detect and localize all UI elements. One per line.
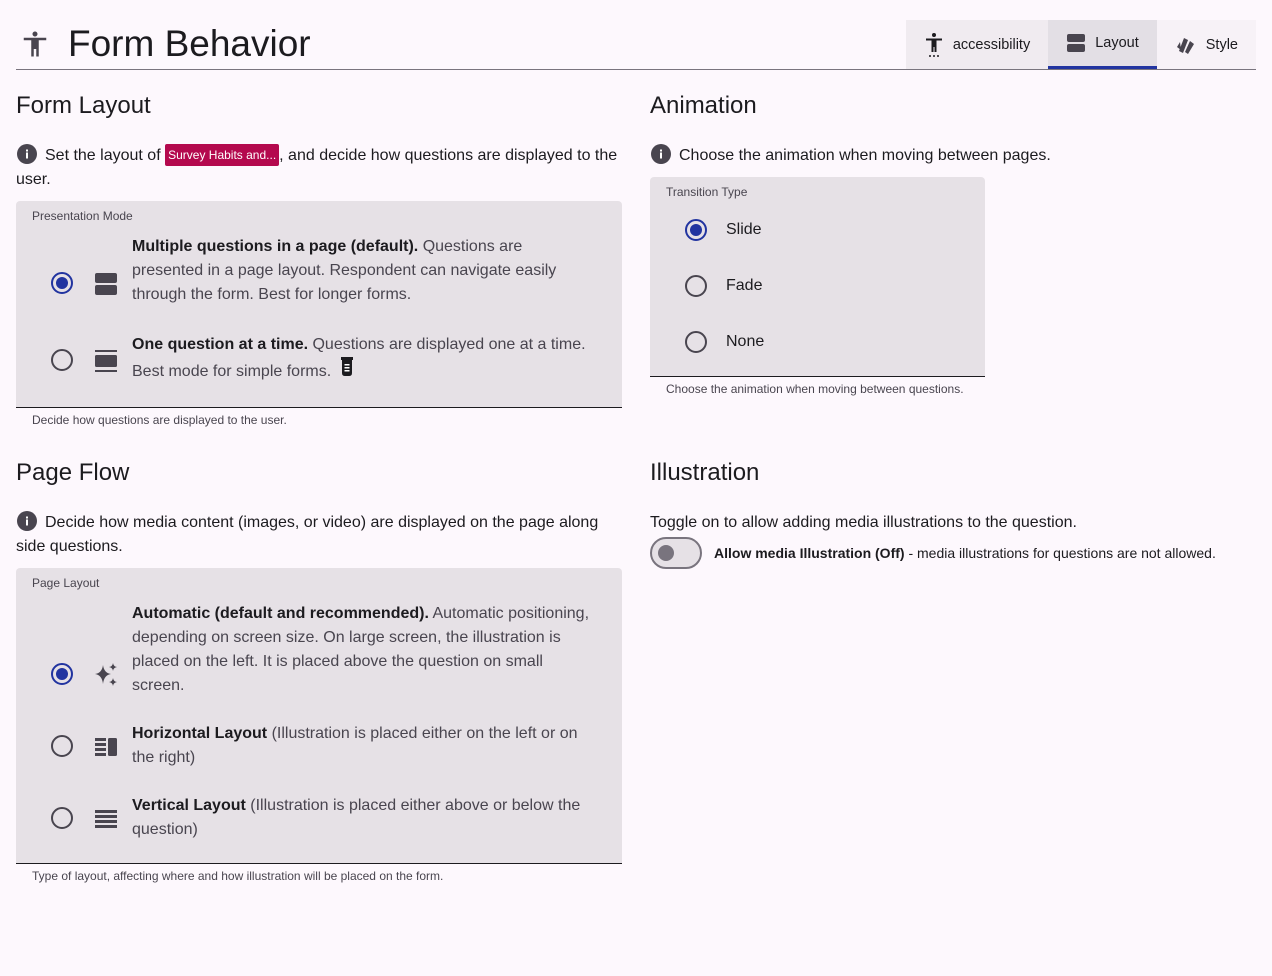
- form-layout-section: [16, 92, 622, 427]
- tab-layout[interactable]: [1048, 20, 1157, 69]
- info-text-suffix: , and decide how questions are displayed to the user.: [16, 147, 618, 188]
- horizontal-layout-icon: [93, 734, 119, 760]
- section-info: [16, 511, 622, 559]
- option-label: Slide: [726, 221, 762, 238]
- info-text-prefix: Set the layout of: [45, 147, 161, 164]
- option-title: Vertical Layout: [132, 797, 246, 814]
- media-illustration-toggle[interactable]: [650, 537, 702, 569]
- radio-button[interactable]: [51, 349, 73, 371]
- helper-text: Choose the animation when moving between questions.: [666, 382, 964, 396]
- beaker-icon: [340, 357, 354, 377]
- option-title: Automatic (default and recommended).: [132, 605, 429, 622]
- option-desc: (Illustration is placed either on the left or on the right): [132, 725, 578, 766]
- option-label: None: [726, 333, 765, 350]
- info-icon: [17, 144, 37, 164]
- transition-type-group: [650, 177, 985, 377]
- option-text: [132, 235, 592, 307]
- section-info: [650, 144, 1256, 168]
- tab-label: Style: [1205, 36, 1238, 53]
- section-title: Page Flow: [16, 459, 130, 486]
- radio-button[interactable]: [51, 807, 73, 829]
- tab-bar: [906, 20, 1256, 69]
- section-title: Animation: [650, 92, 757, 119]
- radio-button[interactable]: [51, 663, 73, 685]
- accessibility-icon: [20, 26, 50, 62]
- field-label: Presentation Mode: [32, 209, 133, 223]
- field-label: Page Layout: [32, 576, 100, 590]
- style-icon: [1175, 34, 1197, 56]
- toggle-title: Allow media Illustration (Off): [714, 545, 905, 561]
- info-text: Choose the animation when moving between pages.: [679, 147, 1051, 164]
- section-info: [16, 144, 622, 192]
- form-name-chip: Survey Habits and...: [165, 144, 279, 166]
- toggle-knob: [658, 545, 674, 561]
- field-label: Transition Type: [666, 185, 748, 199]
- option-title: Multiple questions in a page (default).: [132, 238, 419, 255]
- section-title: Form Layout: [16, 92, 151, 119]
- option-text: [132, 331, 592, 385]
- page-title: Form Behavior: [68, 23, 311, 64]
- section-info: Toggle on to allow adding media illustrations to the question.: [650, 514, 1077, 531]
- toggle-label: [714, 543, 1216, 563]
- vertical-layout-icon: [93, 806, 119, 832]
- animation-section: [650, 92, 1256, 396]
- sparkle-icon: [93, 662, 119, 688]
- radio-button[interactable]: [685, 219, 707, 241]
- radio-button[interactable]: [51, 272, 73, 294]
- option-desc: Automatic positioning, depending on screen size. On large screen, the illustration is placed on the left. It is placed above the question on small screen.: [132, 605, 590, 694]
- radio-button[interactable]: [51, 735, 73, 757]
- tab-label: accessibility: [952, 36, 1031, 53]
- tab-style[interactable]: [1157, 20, 1256, 69]
- option-slide[interactable]: [650, 219, 985, 241]
- toggle-desc: - media illustrations for questions are not allowed.: [904, 545, 1216, 561]
- accessibility-icon: [924, 32, 944, 58]
- info-icon: [651, 144, 671, 164]
- tab-label: Layout: [1095, 35, 1139, 51]
- option-none[interactable]: [650, 331, 985, 353]
- split-view-icon: [93, 271, 119, 297]
- option-desc: Questions are presented in a page layout. Respondent can navigate easily through the form. Best for longer forms.: [132, 238, 557, 303]
- illustration-section: [650, 459, 1256, 599]
- option-desc: Questions are displayed one at a time. Best mode for simple forms.: [132, 336, 586, 380]
- option-title: Horizontal Layout: [132, 725, 268, 742]
- single-view-icon: [93, 348, 119, 374]
- info-text: Decide how media content (images, or video) are displayed on the page along side questions.: [16, 514, 599, 555]
- page-flow-section: [16, 459, 622, 883]
- layout-icon: [1066, 33, 1086, 53]
- info-icon: [17, 511, 37, 531]
- radio-button[interactable]: [685, 331, 707, 353]
- tab-accessibility[interactable]: [906, 20, 1048, 69]
- option-title: One question at a time.: [132, 336, 309, 353]
- option-desc: (Illustration is placed either above or below the question): [132, 797, 581, 838]
- helper-text: Decide how questions are displayed to the user.: [32, 413, 287, 427]
- option-text: [132, 602, 592, 698]
- section-title: Illustration: [650, 459, 760, 486]
- radio-button[interactable]: [685, 275, 707, 297]
- helper-text: Type of layout, affecting where and how illustration will be placed on the form.: [32, 869, 444, 883]
- option-text: [132, 794, 592, 842]
- option-fade[interactable]: [650, 275, 985, 297]
- page-layout-group: [16, 568, 622, 864]
- page-header: [16, 20, 1256, 70]
- presentation-mode-group: [16, 201, 622, 408]
- option-label: Fade: [726, 277, 763, 294]
- option-text: [132, 722, 592, 770]
